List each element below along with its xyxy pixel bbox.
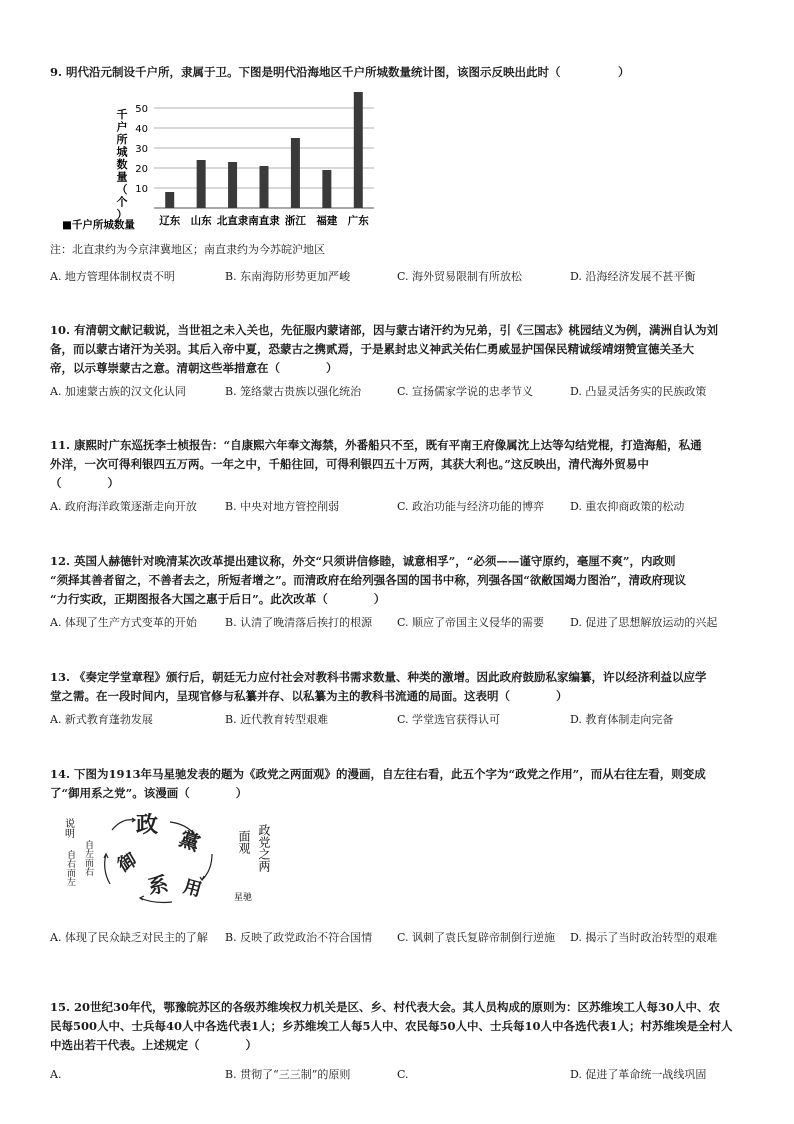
q12-option-c[interactable]: C. 顺应了帝国主义侵华的需要 [397, 616, 545, 629]
chart-y-tick-label: 40 [135, 124, 148, 135]
q15-option-c[interactable]: C. [397, 1068, 409, 1081]
q10-option-c[interactable]: C. 宣扬儒家学说的忠孝节义 [397, 385, 534, 398]
cartoon-signature: 星驰 [234, 893, 253, 903]
q12-stem-line: “力行实政，正期图报各大国之惠于后日”。此次改革（ ） [50, 592, 386, 606]
chart-x-tick-label: 广东 [347, 215, 369, 227]
q9-option-b[interactable]: B. 东南海防形势更加严峻 [225, 270, 351, 283]
chart-x-tick-label: 福建 [316, 215, 338, 227]
q10-stem-line: 备，而以蒙古诸汗为关羽。其后入帝中夏，恐蒙古之携贰焉，于是累封忠义神武关佑仁勇威显护国保民精诚绥靖翊赞宣德关圣大 [50, 342, 694, 356]
q11-stem-line: 11. 康熙时广东巡抚李士桢报告：“自康熙六年奉文海禁，外番船只不至，既有平南王府像属沈上达等勾结党棍，打造海船，私通 [50, 438, 702, 452]
chart-y-label: 千户所城数量（个） [116, 108, 128, 221]
q9-option-a[interactable]: A. 地方管理体制权责不明 [50, 270, 175, 283]
chart-bar-4 [291, 138, 300, 208]
q9-stem: 9. 明代沿元制设千户所，隶属于卫。下图是明代沿海地区千户所城数量统计图，该图示反映出此时（ ） [50, 65, 630, 79]
chart-bars [165, 92, 363, 208]
political-party-cartoon [62, 810, 290, 906]
q10-stem-line: 10. 有清朝文献记载说，当世祖之未入关也，先征服内蒙诸部，因与蒙古诸汗约为兄弟，引《三国志》桃园结义为例，满洲自认为刘 [50, 323, 719, 337]
chart-y-tick-label: 30 [135, 144, 148, 155]
q14-stem-line: 14. 下图为1913年马星驰发表的题为《政党之两面观》的漫画，自左往右看，此五个字为“政党之作用”，而从右往左看，则变成 [50, 767, 706, 781]
cartoon-caption-rtl: 自右而左 [65, 850, 75, 886]
q13-stem-line: 13. 《奏定学堂章程》颁行后，朝廷无力应付社会对教科书需求数量、种类的激增。因此政府鼓励私家编纂，许以经济利益以应学 [50, 670, 707, 684]
chart-bar-3 [260, 166, 269, 208]
cartoon-caption-explain: 说明 [62, 818, 74, 838]
chart-bar-6 [354, 92, 363, 208]
cartoon-title-2: 面观 [237, 830, 251, 854]
q15-stem-line: 中选出若干代表。上述规定（ ） [50, 1038, 257, 1052]
q15-stem-line: 民每500人中、士兵每40人中各选代表1人；乡苏维埃工人每5人中、农民每50人中、士兵每10人中各选代表1人；村苏维埃是全村人 [50, 1019, 733, 1033]
q15-option-b[interactable]: B. 贯彻了“三三制”的原则 [225, 1068, 351, 1081]
chart-bar-1 [197, 160, 206, 208]
chart-bar-0 [165, 192, 174, 208]
q11-option-c[interactable]: C. 政治功能与经济功能的博弈 [397, 500, 545, 513]
cartoon-circle-glyphs [114, 812, 204, 901]
chart-y-tick-label: 10 [135, 184, 148, 195]
q9-option-c[interactable]: C. 海外贸易限制有所放松 [397, 270, 523, 283]
q11-option-a[interactable]: A. 政府海洋政策逐渐走向开放 [50, 500, 197, 513]
q10-stem [50, 321, 750, 378]
q13-option-b[interactable]: B. 近代教育转型艰难 [225, 713, 329, 726]
svg-text:用: 用 [180, 876, 204, 902]
q13-stem-line: 堂之需。在一段时间内，呈现官修与私纂并存、以私纂为主的教科书流通的局面。这表明（ ） [50, 689, 568, 703]
chart-x-tick-label: 山东 [190, 215, 212, 227]
q14-option-b[interactable]: B. 反映了政党政治不符合国情 [225, 931, 373, 944]
q12-option-d[interactable]: D. 促进了思想解放运动的兴起 [570, 616, 718, 629]
q14-option-d[interactable]: D. 揭示了当时政治转型的艰难 [570, 931, 718, 944]
chart-x-tick-label: 北直隶 [216, 215, 249, 227]
q11-stem-line: （ ） [50, 476, 119, 490]
q15-option-a[interactable]: A. [50, 1068, 62, 1081]
q10-option-a[interactable]: A. 加速蒙古族的汉文化认同 [50, 385, 186, 398]
chart-x-tick-label: 南直隶 [248, 215, 280, 227]
q11-stem-line: 外洋，一次可得利银四五万两。一年之中，千船往回，可得利银四五十万两，其获大利也。”这反映出，清代海外贸易中 [50, 457, 649, 471]
chart-x-ticks [159, 214, 369, 227]
q14-option-c[interactable]: C. 讽刺了袁氏复辟帝制倒行逆施 [397, 931, 556, 944]
chart-y-ticks [135, 104, 148, 195]
q15-stem [50, 998, 750, 1055]
q10-stem-line: 帝，以示尊崇蒙古之意。清朝这些举措意在（ ） [50, 361, 338, 375]
svg-text:御: 御 [114, 849, 141, 877]
q12-option-b[interactable]: B. 认清了晚清落后挨打的根源 [225, 616, 373, 629]
q15-option-d[interactable]: D. 促进了革命统一战线巩固 [570, 1068, 707, 1081]
chart-legend: ■千户所城数量 [62, 219, 135, 231]
q14-stem [50, 765, 750, 803]
chart-bar-5 [322, 170, 331, 208]
q13-option-c[interactable]: C. 学堂选官获得认可 [397, 713, 501, 726]
q15-stem-line: 15. 20世纪30年代，鄂豫皖苏区的各级苏维埃权力机关是区、乡、村代表大会。其人员构成的原则为：区苏维埃工人每30人中、农 [50, 1000, 721, 1014]
q13-option-d[interactable]: D. 教育体制走向完备 [570, 713, 674, 726]
q12-stem-line: “须择其善者留之，不善者去之，所短者增之”。而清政府在给列强各国的国书中称，列强各国“欲敝国竭力图治”，清政府现议 [50, 573, 686, 587]
q14-stem-line: 了“御用系之党”。该漫画（ ） [50, 786, 248, 800]
svg-text:政: 政 [136, 812, 159, 838]
q9-bar-chart [58, 84, 388, 236]
chart-y-tick-label: 20 [135, 164, 148, 175]
chart-y-tick-label: 50 [135, 104, 148, 115]
svg-text:黨: 黨 [176, 826, 204, 856]
q11-option-d[interactable]: D. 重农抑商政策的松动 [570, 500, 685, 513]
q9-note: 注：北直隶约为今京津冀地区；南直隶约为今苏皖沪地区 [50, 243, 325, 256]
cartoon-title-1: 政党之两 [257, 824, 271, 872]
q12-stem [50, 552, 750, 609]
q11-stem [50, 436, 750, 493]
q11-option-b[interactable]: B. 中央对地方管控削弱 [225, 500, 340, 513]
q14-option-a[interactable]: A. 体现了民众缺乏对民主的了解 [50, 931, 208, 944]
q10-option-b[interactable]: B. 笼络蒙古贵族以强化统治 [225, 385, 362, 398]
chart-x-tick-label: 浙江 [284, 215, 306, 227]
cartoon-caption-ltr: 自左而右 [83, 840, 93, 876]
q13-stem [50, 668, 750, 706]
q9-option-d[interactable]: D. 沿海经济发展不甚平衡 [570, 270, 696, 283]
q12-option-a[interactable]: A. 体现了生产方式变革的开始 [50, 616, 197, 629]
q13-option-a[interactable]: A. 新式教育蓬勃发展 [50, 713, 153, 726]
q12-stem-line: 12. 英国人赫德针对晚清某次改革提出建议称，外交“只须讲信修睦，诚意相孚”，“必须——谨守原约，毫厘不爽”，内政则 [50, 554, 676, 568]
q10-option-d[interactable]: D. 凸显灵活务实的民族政策 [570, 385, 707, 398]
svg-text:系: 系 [146, 871, 171, 899]
chart-x-tick-label: 辽东 [159, 215, 181, 227]
chart-bar-2 [228, 162, 237, 208]
